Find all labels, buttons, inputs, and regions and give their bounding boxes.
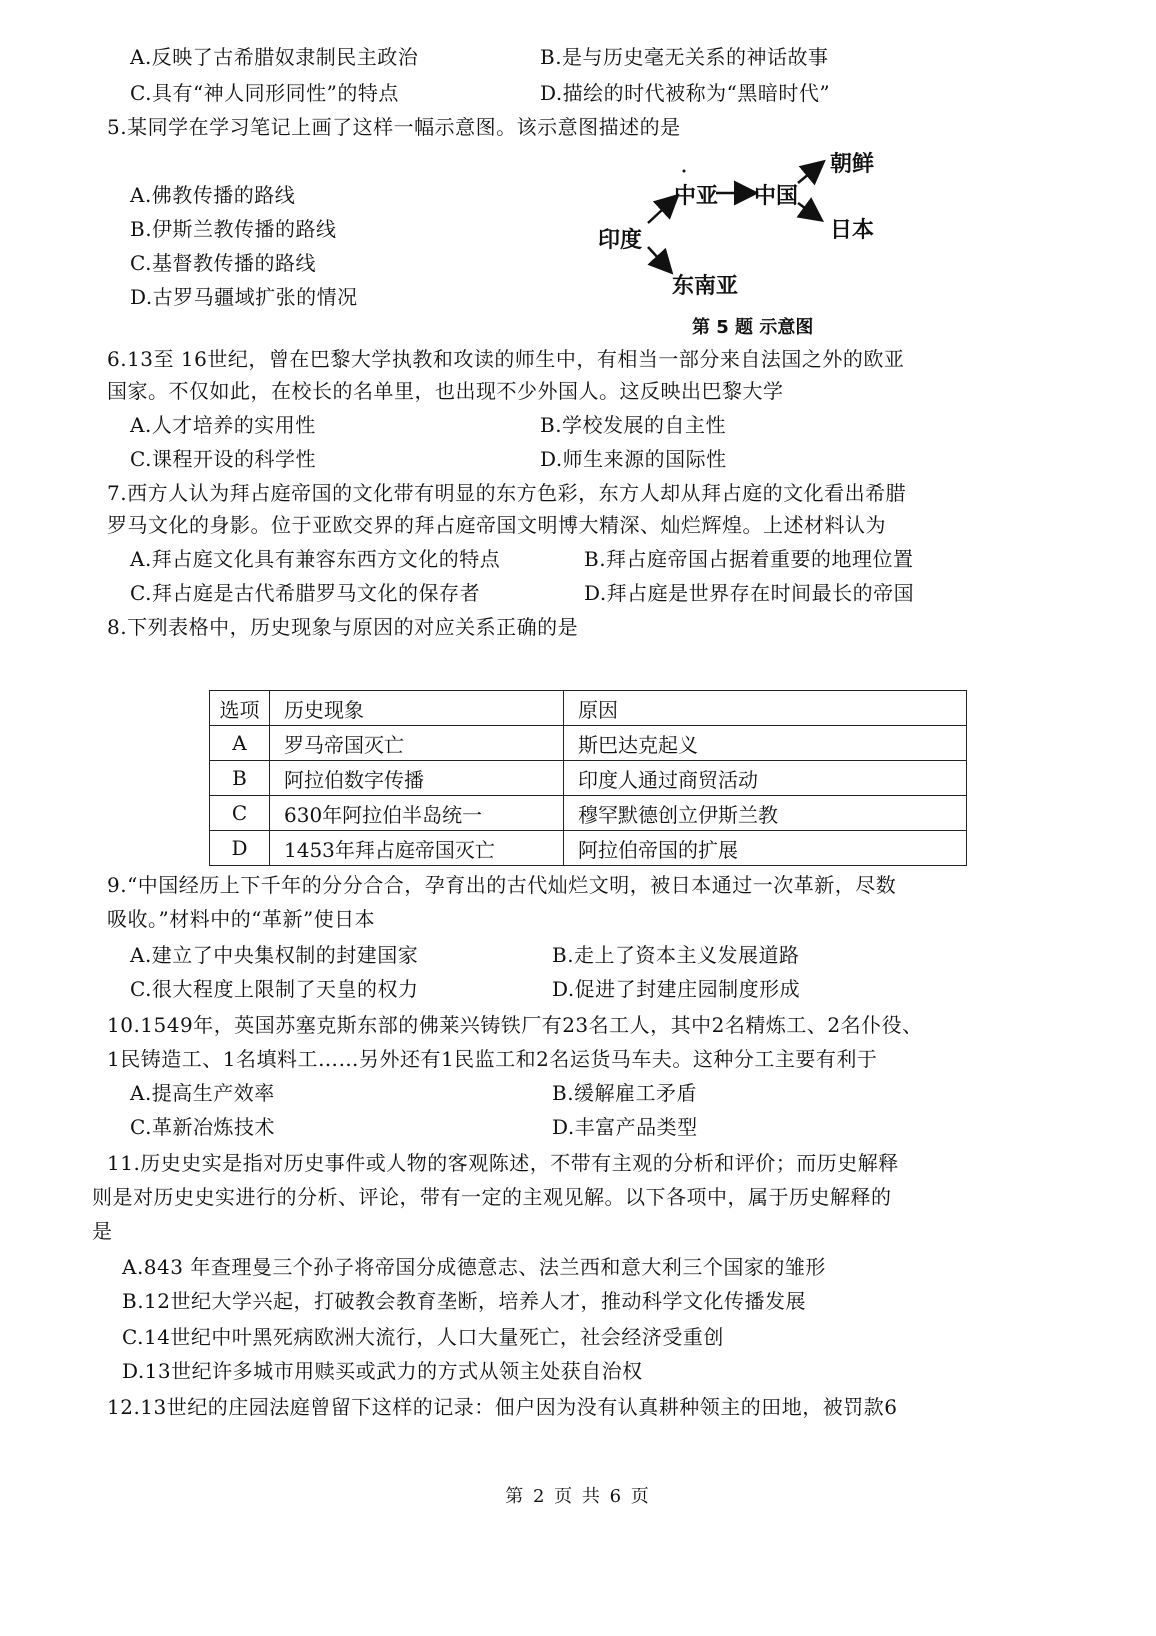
table-header-cell: 原因: [564, 691, 967, 726]
table-cell: D: [210, 831, 270, 866]
table-row: [210, 831, 967, 866]
table-header-cell: 历史现象: [270, 691, 564, 726]
node-japan: 日本: [830, 218, 875, 243]
q9-option-d: D.促进了封建庄园制度形成: [552, 977, 801, 1001]
table-cell: B: [210, 761, 270, 796]
table-row: [210, 726, 967, 761]
q11-stem-line-2: 则是对历史史实进行的分析、评论，带有一定的主观见解。以下各项中，属于历史解释的: [92, 1185, 892, 1209]
q9-option-a: A.建立了中央集权制的封建国家: [130, 943, 419, 967]
diagram-caption: 第 5 题 示意图: [692, 317, 814, 338]
table-cell: 1453年拜占庭帝国灭亡: [270, 831, 564, 866]
node-central-asia: 中亚: [674, 184, 719, 209]
q11-option-a: A.843 年查理曼三个孙子将帝国分成德意志、法兰西和意大利三个国家的雏形: [122, 1255, 826, 1279]
table-cell: 罗马帝国灭亡: [270, 726, 564, 761]
q7-stem-line-1: 7.西方人认为拜占庭帝国的文化带有明显的东方色彩，东方人却从拜占庭的文化看出希腊: [107, 481, 907, 505]
q8-stem: 8.下列表格中，历史现象与原因的对应关系正确的是: [107, 615, 579, 639]
q5-option-c: C.基督教传播的路线: [130, 251, 316, 275]
arrow-india-to-southeast-asia: [648, 247, 670, 271]
q10-option-c: C.革新冶炼技术: [130, 1115, 275, 1139]
q5-option-d: D.古罗马疆域扩张的情况: [130, 285, 358, 309]
table-cell: 630年阿拉伯半岛统一: [270, 796, 564, 831]
arrow-india-to-central-asia: [648, 197, 676, 223]
q6-option-a: A.人才培养的实用性: [130, 413, 316, 437]
arrow-china-to-korea: [798, 163, 822, 183]
q7-option-b: B.拜占庭帝国占据着重要的地理位置: [584, 547, 914, 571]
q11-option-b: B.12世纪大学兴起，打破教会教育垄断，培养人才，推动科学文化传播发展: [122, 1289, 807, 1313]
q6-option-d: D.师生来源的国际性: [540, 447, 727, 471]
q11-stem-line-1: 11.历史史实是指对历史事件或人物的客观陈述，不带有主观的分析和评价；而历史解释: [107, 1151, 899, 1175]
q11-option-c: C.14世纪中叶黑死病欧洲大流行，人口大量死亡，社会经济受重创: [122, 1325, 724, 1349]
q10-option-b: B.缓解雇工矛盾: [552, 1081, 698, 1105]
table-row: [210, 761, 967, 796]
arrow-china-to-japan: [798, 203, 820, 219]
q5-stem: 5.某同学在学习笔记上画了这样一幅示意图。该示意图描述的是: [107, 115, 681, 139]
node-southeast-asia: 东南亚: [672, 274, 739, 299]
q5-option-a: A.佛教传播的路线: [130, 183, 296, 207]
q12-stem-line-1: 12.13世纪的庄园法庭曾留下这样的记录：佃户因为没有认真耕种领主的田地，被罚款6: [107, 1395, 898, 1419]
q5-option-b: B.伊斯兰教传播的路线: [130, 217, 337, 241]
q6-stem-line-1: 6.13至 16世纪，曾在巴黎大学执教和攻读的师生中，有相当一部分来自法国之外的欧亚: [107, 347, 905, 371]
q7-option-c: C.拜占庭是古代希腊罗马文化的保存者: [130, 581, 480, 605]
q9-stem-line-2: 吸收。”材料中的“革新”使日本: [107, 907, 376, 931]
q11-option-d: D.13世纪许多城市用赎买或武力的方式从领主处获自治权: [122, 1359, 643, 1383]
table-row: [210, 796, 967, 831]
q6-stem-line-2: 国家。不仅如此，在校长的名单里，也出现不少外国人。这反映出巴黎大学: [107, 379, 784, 403]
q6-option-b: B.学校发展的自主性: [540, 413, 727, 437]
q4-option-a: A.反映了古希腊奴隶制民主政治: [130, 45, 419, 69]
q10-stem-line-1: 10.1549年，英国苏塞克斯东部的佛莱兴铸铁厂有23名工人，其中2名精炼工、2名仆役、: [107, 1013, 923, 1037]
q7-option-a: A.拜占庭文化具有兼容东西方文化的特点: [130, 547, 501, 571]
table-cell: C: [210, 796, 270, 831]
table-header-row: [210, 691, 967, 726]
table-cell: 斯巴达克起义: [564, 726, 967, 761]
table-header-cell: 选项: [210, 691, 270, 726]
q5-diagram: [598, 145, 940, 345]
q9-stem-line-1: 9.“中国经历上下千年的分分合合，孕育出的古代灿烂文明，被日本通过一次革新，尽数: [107, 873, 897, 897]
q11-stem-line-3: 是: [92, 1219, 113, 1243]
q9-option-b: B.走上了资本主义发展道路: [552, 943, 800, 967]
q4-option-c: C.具有“神人同形同性”的特点: [130, 81, 399, 105]
table-cell: 印度人通过商贸活动: [564, 761, 967, 796]
node-china: 中国: [754, 184, 799, 209]
q7-stem-line-2: 罗马文化的身影。位于亚欧交界的拜占庭帝国文明博大精深、灿烂辉煌。上述材料认为: [107, 513, 886, 537]
node-korea: 朝鲜: [830, 152, 875, 177]
q4-option-d: D.描绘的时代被称为“黑暗时代”: [540, 81, 831, 105]
table-cell: 阿拉伯数字传播: [270, 761, 564, 796]
q10-option-a: A.提高生产效率: [130, 1081, 275, 1105]
q10-stem-line-2: 1民铸造工、1名填料工……另外还有1民监工和2名运货马车夫。这种分工主要有利于: [107, 1047, 878, 1071]
node-india: 印度: [598, 228, 643, 253]
page-number-footer: 第 2 页 共 6 页: [505, 1486, 651, 1507]
q4-option-b: B.是与历史毫无关系的神话故事: [540, 45, 829, 69]
q9-option-c: C.很大程度上限制了天皇的权力: [130, 977, 419, 1001]
q6-option-c: C.课程开设的科学性: [130, 447, 316, 471]
q10-option-d: D.丰富产品类型: [552, 1115, 698, 1139]
table-cell: 阿拉伯帝国的扩展: [564, 831, 967, 866]
table-cell: A: [210, 726, 270, 761]
q8-table: [209, 690, 967, 866]
table-cell: 穆罕默德创立伊斯兰教: [564, 796, 967, 831]
q7-option-d: D.拜占庭是世界存在时间最长的帝国: [584, 581, 915, 605]
